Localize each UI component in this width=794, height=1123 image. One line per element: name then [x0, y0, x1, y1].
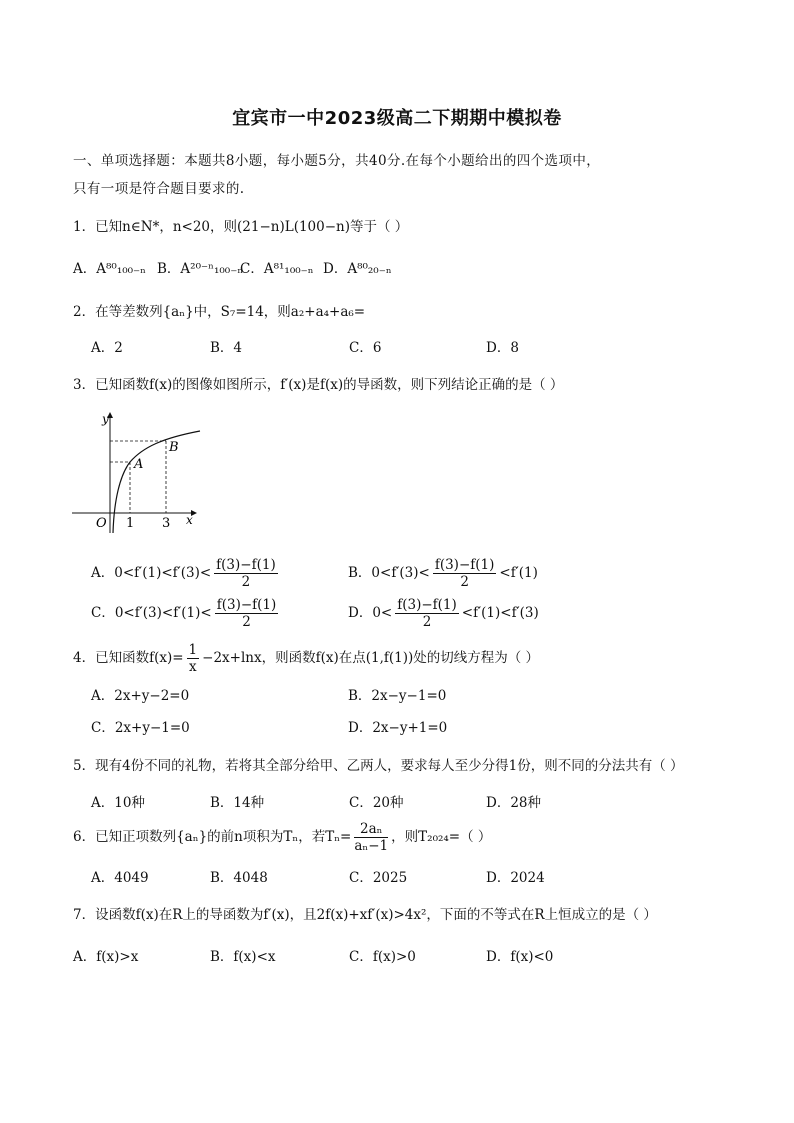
- question-2-option-b[interactable]: B．4: [210, 340, 243, 356]
- tick-3-label: 3: [162, 516, 171, 531]
- question-2-option-a[interactable]: A．2: [91, 340, 123, 356]
- question-6-option-a[interactable]: A．4049: [91, 870, 149, 886]
- section-instruction-line2: 只有一项是符合题目要求的.: [73, 181, 245, 197]
- question-7-option-a[interactable]: A．f(x)>x: [73, 949, 139, 965]
- question-7-stem: 7．设函数f(x)在R上的导函数为f′(x)，且2f(x)+xf′(x)>4x²，下面的不等式在R上恒成立的是（ ）: [73, 907, 657, 923]
- point-b-label: B: [169, 440, 179, 455]
- question-4-option-c[interactable]: C．2x+y−1=0: [91, 720, 190, 736]
- question-2-option-d[interactable]: D．8: [486, 340, 519, 356]
- point-a-label: A: [134, 457, 144, 472]
- question-1-option-b[interactable]: B．A²⁰⁻ⁿ₁₀₀₋ₙ: [157, 261, 244, 277]
- question-7-option-d[interactable]: D．f(x)<0: [486, 949, 554, 965]
- question-3-option-c[interactable]: C．0<f′(3)<f′(1)< $\frac{f(3)-f(1)}{2}$: [91, 597, 277, 630]
- function-graph: [68, 405, 208, 535]
- question-3-option-a[interactable]: A．0<f′(1)<f′(3)< $\frac{f(3)-f(1)}{2}$: [91, 557, 276, 590]
- question-2-stem: 2．在等差数列{aₙ}中，S₇=14，则a₂+a₄+a₆=: [73, 304, 366, 320]
- question-1-stem: 1．已知n∈N*，n<20，则(21−n)L(100−n)等于（ ）: [73, 219, 409, 235]
- question-6-option-d[interactable]: D．2024: [486, 870, 545, 886]
- question-6-option-b[interactable]: B．4048: [210, 870, 268, 886]
- origin-label: O: [96, 516, 107, 531]
- question-2-option-c[interactable]: C．6: [349, 340, 382, 356]
- y-axis-label: y: [102, 412, 109, 426]
- tick-1-label: 1: [126, 516, 135, 531]
- question-4-stem: 4．已知函数f(x)= $\frac{1}{x}$ −2x+lnx，则函数f(x)在点(1,f(1))处的切线方程为（ ）: [73, 642, 540, 675]
- question-4-option-a[interactable]: A．2x+y−2=0: [91, 688, 190, 704]
- question-5-stem: 5．现有4份不同的礼物，若将其全部分给甲、乙两人，要求每人至少分得1份，则不同的分法共有（ ）: [73, 758, 684, 774]
- question-3-option-d[interactable]: D．0< $\frac{f(3)-f(1)}{2}$ <f′(1)<f′(3): [348, 597, 539, 630]
- question-4-option-d[interactable]: D．2x−y+1=0: [348, 720, 448, 736]
- question-6-option-c[interactable]: C．2025: [349, 870, 408, 886]
- question-1-option-a[interactable]: A．A⁸⁰₁₀₀₋ₙ: [73, 261, 147, 277]
- question-3-stem: 3．已知函数f(x)的图像如图所示，f′(x)是f(x)的导函数，则下列结论正确的是（ ）: [73, 377, 564, 393]
- question-7-option-b[interactable]: B．f(x)<x: [210, 949, 276, 965]
- section-instruction-line1: 一、单项选择题：本题共8小题，每小题5分，共40分.在每个小题给出的四个选项中，: [73, 153, 601, 169]
- question-3-option-b[interactable]: B．0<f′(3)< $\frac{f(3)-f(1)}{2}$ <f′(1): [348, 557, 538, 590]
- question-5-option-a[interactable]: A．10种: [91, 795, 145, 811]
- question-1-option-d[interactable]: D．A⁸⁰₂₀₋ₙ: [323, 261, 392, 277]
- x-axis-label: x: [186, 513, 193, 527]
- question-1-option-c[interactable]: C．A⁸¹₁₀₀₋ₙ: [240, 261, 314, 277]
- question-5-option-c[interactable]: C．20种: [349, 795, 404, 811]
- question-4-option-b[interactable]: B．2x−y−1=0: [348, 688, 447, 704]
- question-5-option-b[interactable]: B．14种: [210, 795, 265, 811]
- page-title: 宜宾市一中2023级高二下期期中模拟卷: [232, 108, 562, 129]
- question-5-option-d[interactable]: D．28种: [486, 795, 542, 811]
- question-6-stem: 6．已知正项数列{aₙ}的前n项积为Tₙ，若Tₙ= $\frac{\text{2aₙ}}{\text{aₙ−1}}$ ，则T₂₀₂₄=（ ）: [73, 821, 492, 854]
- question-7-option-c[interactable]: C．f(x)>0: [349, 949, 416, 965]
